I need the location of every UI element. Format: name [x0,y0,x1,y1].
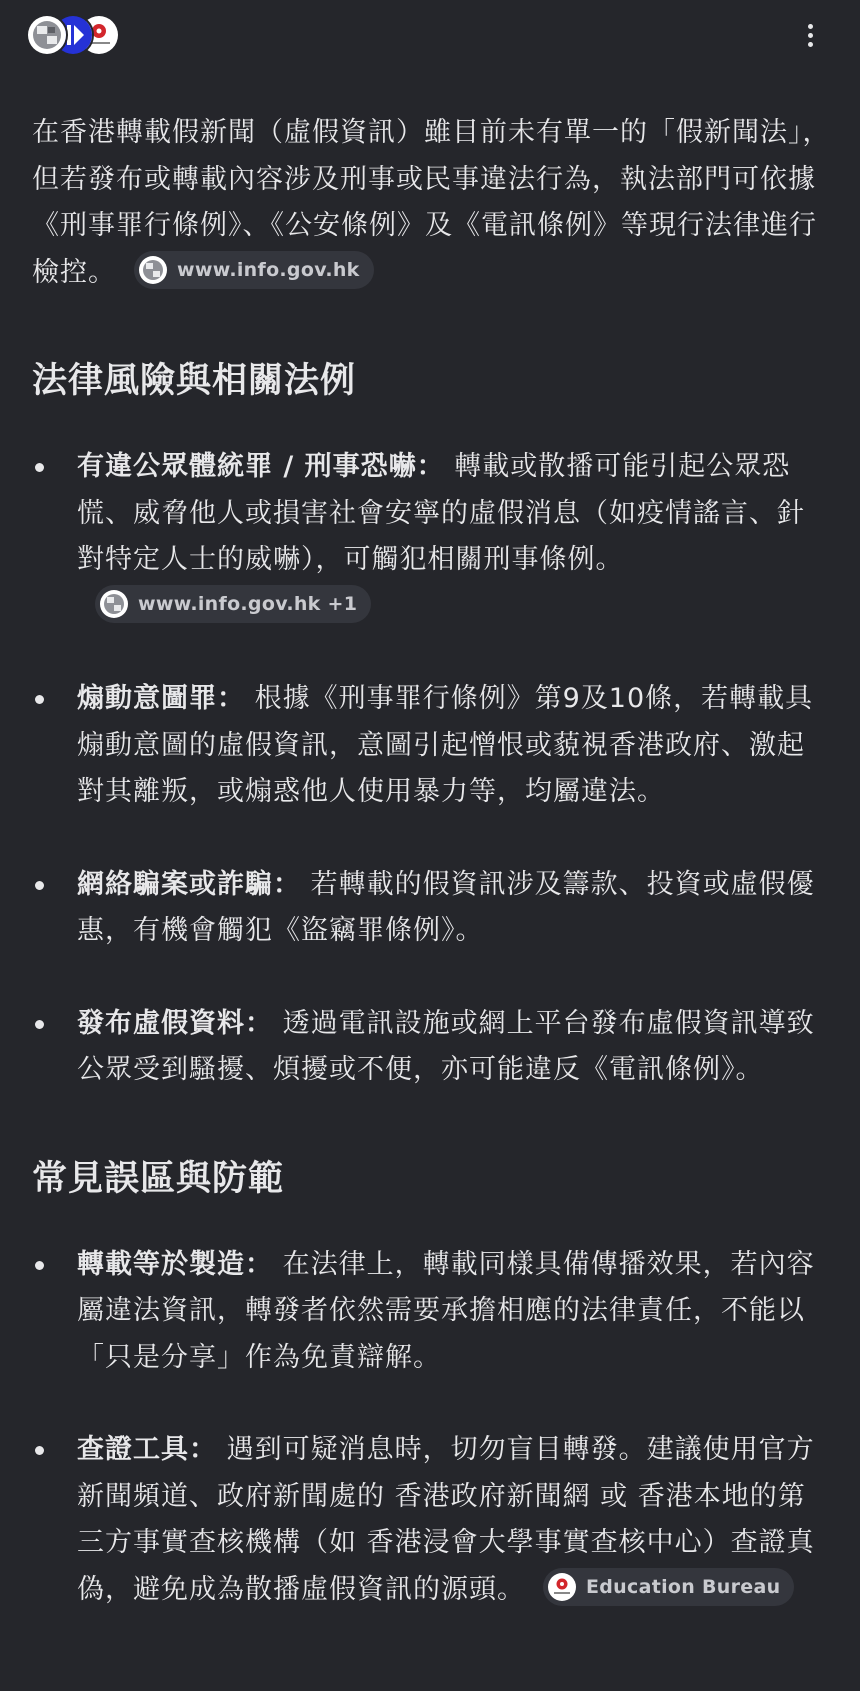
list-item [32,444,832,630]
sources-avatar-stack[interactable] [26,14,126,54]
item-term: 查證工具： [77,1434,217,1465]
item-text: 根據《刑事罪行條例》第9及10條，若轉載具煽動意圖的虛假資訊，意圖引起憎恨或藐視香港政府、激起對其離叛，或煽惑他人使用暴力等，均屬違法。 [77,683,814,807]
more-options-icon[interactable] [800,18,820,52]
list-item [32,1001,832,1094]
chip-label: www.info.gov.hk [177,258,360,281]
section-title-misconceptions: 常見誤區與防範 [32,1158,285,1199]
intro-paragraph [32,110,832,296]
item-text: 在法律上，轉載同樣具備傳播效果，若內容屬違法資訊，轉發者依然需要承擔相應的法律責任，不能以「只是分享」作為免責辯解。 [77,1248,815,1373]
chip-label: Education Bureau [586,1575,781,1598]
source-chip-info-gov[interactable] [134,251,374,289]
list-item [32,676,832,816]
list-item [32,862,832,955]
item-term: 發布虛假資料： [77,1007,273,1039]
item-term: 網絡騙案或詐騙： [77,868,301,900]
source-chip-education-bureau[interactable] [543,1568,794,1606]
list-item [32,1242,832,1382]
section-title-legal-risks: 法律風險與相關法例 [32,361,357,401]
item-term: 轉載等於製造： [77,1248,273,1280]
misconceptions-list [32,1242,832,1614]
item-term: 煽動意圖罪： [77,683,245,714]
legal-risks-list [32,444,832,1094]
list-item [32,1427,832,1613]
globe-icon [100,590,128,618]
info-gov-source-icon [26,14,68,56]
source-chip-info-gov-plus[interactable] [95,585,371,623]
intro-text: 在香港轉載假新聞（虛假資訊）雖目前未有單一的「假新聞法」，但若發布或轉載內容涉及刑事或民事違法行為，執法部門可依據《刑事罪行條例》、《公安條例》及《電訊條例》等現行法律進行檢控。 [32,117,831,288]
item-text: 轉載或散播可能引起公眾恐慌、威脅他人或損害社會安寧的虛假消息（如疫情謠言、針對特定人士的威嚇），可觸犯相關刑事條例。 [77,451,805,575]
chip-label: www.info.gov.hk +1 [138,592,358,615]
item-text: 若轉載的假資訊涉及籌款、投資或虛假優惠，有機會觸犯《盜竊罪條例》。 [77,868,815,946]
answer-content [32,110,832,1613]
item-text: 透過電訊設施或網上平台發布虛假資訊導致公眾受到騷擾、煩擾或不便，亦可能違反《電訊條例》。 [77,1007,815,1085]
globe-icon [139,256,167,284]
top-bar [0,0,860,70]
item-text: 遇到可疑消息時，切勿盲目轉發。建議使用官方新聞頻道、政府新聞處的 香港政府新聞網 或 香港本地的第三方事實查核機構（如 香港浸會大學事實查核中心）查證真偽，避免成為散播虛假資訊的源頭。 [77,1434,815,1605]
education-bureau-icon [548,1573,576,1601]
item-term: 有違公眾體統罪 / 刑事恐嚇： [77,451,445,482]
